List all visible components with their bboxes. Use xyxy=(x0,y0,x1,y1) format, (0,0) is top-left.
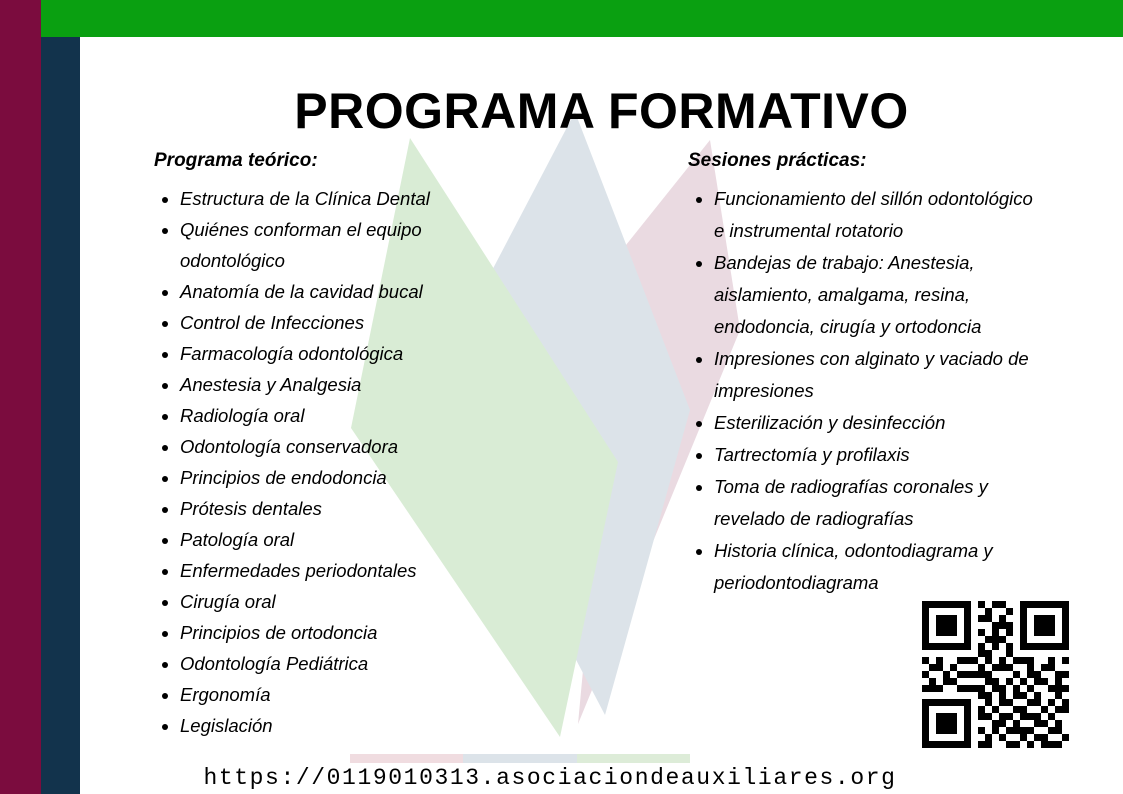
list-item: • Esterilización y desinfección xyxy=(714,407,1088,439)
list-item: • Toma de radiografías coronales y revelado de radiografías xyxy=(714,471,1088,535)
list-item: • Funcionamiento del sillón odontológico e instrumental rotatorio xyxy=(714,183,1088,247)
list-item: • Quiénes conforman el equipo odontológico xyxy=(180,214,534,276)
list-item: • Ergonomía xyxy=(180,679,534,710)
list-item: • Farmacología odontológica xyxy=(180,338,534,369)
list-item: • Cirugía oral xyxy=(180,586,534,617)
practice-list xyxy=(688,183,1088,599)
list-item: • Principios de endodoncia xyxy=(180,462,534,493)
list-item: • Estructura de la Clínica Dental xyxy=(180,183,534,214)
list-item: • Impresiones con alginato y vaciado de impresiones xyxy=(714,343,1088,407)
practice-column xyxy=(688,150,1088,599)
list-item: • Control de Infecciones xyxy=(180,307,534,338)
page-title: PROGRAMA FORMATIVO xyxy=(294,83,909,139)
list-item: • Patología oral xyxy=(180,524,534,555)
theory-list xyxy=(154,183,534,741)
theory-column xyxy=(154,150,534,741)
list-item: • Tartrectomía y profilaxis xyxy=(714,439,1088,471)
list-item: • Odontología Pediátrica xyxy=(180,648,534,679)
website-url[interactable]: https://0119010313.asociaciondeauxiliares.org xyxy=(203,765,897,791)
list-item: • Principios de ortodoncia xyxy=(180,617,534,648)
footer-strip-blue xyxy=(463,754,577,763)
list-item: • Radiología oral xyxy=(180,400,534,431)
footer-strip-pink xyxy=(350,754,463,763)
list-item: • Legislación xyxy=(180,710,534,741)
theory-heading: Programa teórico: xyxy=(154,150,318,171)
list-item: • Prótesis dentales xyxy=(180,493,534,524)
list-item: • Odontología conservadora xyxy=(180,431,534,462)
list-item: • Anestesia y Analgesia xyxy=(180,369,534,400)
list-item: • Bandejas de trabajo: Anestesia, aislamiento, amalgama, resina, endodoncia, cirugía y ortodoncia xyxy=(714,247,1088,343)
list-item: • Anatomía de la cavidad bucal xyxy=(180,276,534,307)
list-item: • Historia clínica, odontodiagrama y periodontodiagrama xyxy=(714,535,1088,599)
practice-heading: Sesiones prácticas: xyxy=(688,150,867,171)
footer-strip-green xyxy=(577,754,690,763)
qr-code-image xyxy=(922,601,1069,748)
list-item: • Enfermedades periodontales xyxy=(180,555,534,586)
